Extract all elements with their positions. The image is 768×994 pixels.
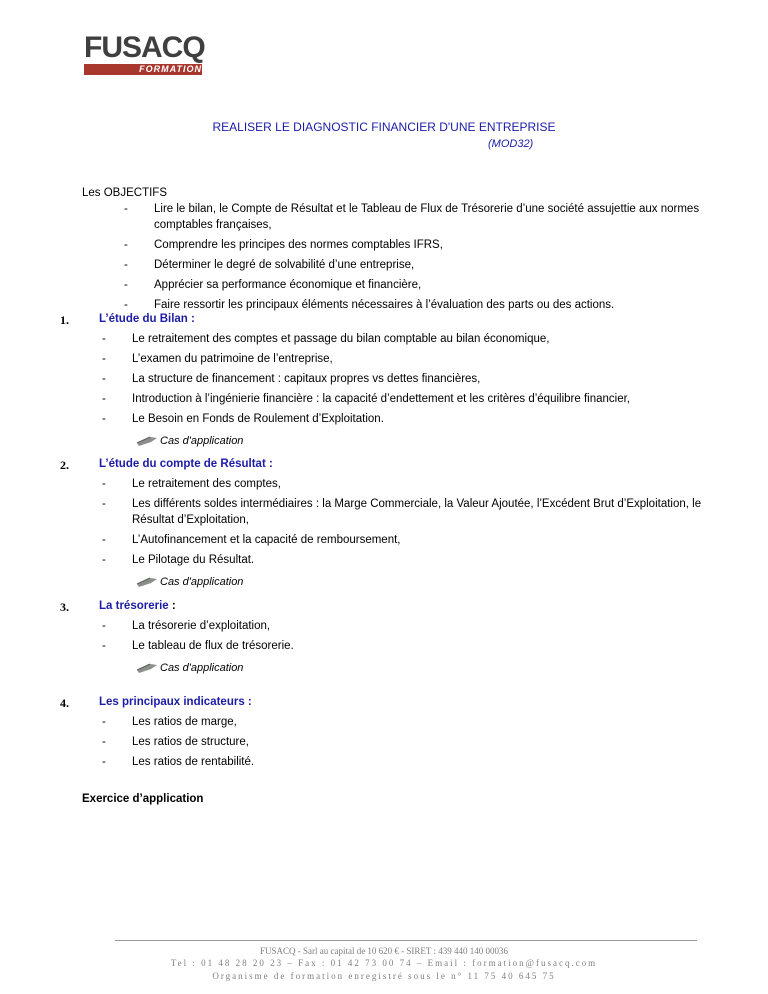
objectives-block: [82, 185, 702, 317]
section-title: L’étude du Bilan :: [99, 313, 195, 325]
list-item: - Les ratios de structure,: [102, 736, 249, 748]
footer-divider: [115, 940, 697, 941]
section-list: [60, 714, 710, 770]
section-bilan: [60, 313, 710, 449]
section-number: 4.: [60, 696, 69, 710]
section-title: La trésorerie :: [99, 600, 176, 612]
section-list: [60, 476, 710, 568]
section-number: 2.: [60, 458, 69, 472]
list-item: - La trésorerie d’exploitation,: [102, 620, 271, 632]
list-item: - Lire le bilan, le Compte de Résultat et le Tableau de Flux de Trésorerie d’une société assujettie aux normes comptables françaises,: [124, 203, 700, 231]
section-title: Les principaux indicateurs :: [99, 696, 252, 708]
document-title: REALISER LE DIAGNOSTIC FINANCIER D'UNE ENTREPRISE: [212, 120, 556, 134]
section-number: 3.: [60, 600, 69, 614]
case-study-note: Cas d'application: [136, 574, 710, 590]
section-indicateurs: [60, 696, 710, 774]
section-list: [60, 331, 710, 427]
company-logo: [84, 32, 204, 76]
list-item: - Le retraitement des comptes,: [102, 478, 281, 490]
list-item: - Déterminer le degré de solvabilité d’une entreprise,: [124, 259, 415, 271]
logo-wordmark: FUSACQ: [84, 31, 205, 64]
list-item: - Les ratios de rentabilité.: [102, 756, 255, 768]
objectives-list: [82, 201, 702, 313]
footer-company-info: FUSACQ - Sarl au capital de 10 620 € - SIRET : 439 440 140 00036: [259, 946, 509, 956]
list-item: - Apprécier sa performance économique et financière,: [124, 279, 422, 291]
list-item: - Comprendre les principes des normes comptables IFRS,: [124, 239, 443, 251]
list-item: - L’examen du patrimoine de l’entreprise,: [102, 353, 333, 365]
section-number: 1.: [60, 313, 69, 327]
footer-contact: Tel : 01 48 28 20 23 – Fax : 01 42 73 00 74 – Email : formation@fusacq.com: [170, 958, 598, 968]
footer-registration: Organisme de formation enregistré sous le n° 11 75 40 645 75: [212, 971, 556, 981]
objectives-heading: Les OBJECTIFS: [82, 187, 167, 199]
case-study-note: Cas d'application: [136, 660, 710, 676]
logo-subtitle: FORMATION: [139, 64, 202, 74]
exercise-heading: Exercice d’application: [82, 793, 204, 805]
section-compte-resultat: [60, 458, 710, 590]
list-item: - La structure de financement : capitaux propres vs dettes financières,: [102, 373, 481, 385]
pen-icon: [136, 576, 158, 588]
list-item: - Le tableau de flux de trésorerie.: [102, 640, 294, 652]
list-item: - L’Autofinancement et la capacité de remboursement,: [102, 534, 401, 546]
list-item: - Les ratios de marge,: [102, 716, 237, 728]
pen-icon: [136, 662, 158, 674]
list-item: - Le Pilotage du Résultat.: [102, 554, 255, 566]
document-code: (MOD32): [488, 138, 534, 150]
list-item: - Les différents soldes intermédiaires : la Marge Commerciale, la Valeur Ajoutée, l’Excédent Brut d’Exploitation, le Résultat d’Exploitation,: [102, 498, 702, 526]
pen-icon: [136, 435, 158, 447]
section-title: L’étude du compte de Résultat :: [99, 458, 273, 470]
list-item: - Introduction à l’ingénierie financière : la capacité d’endettement et les critères d’équilibre financier,: [102, 393, 630, 405]
case-study-note: Cas d'application: [136, 433, 710, 449]
list-item: - Le retraitement des comptes et passage du bilan comptable au bilan économique,: [102, 333, 550, 345]
section-list: [60, 618, 710, 654]
list-item: - Le Besoin en Fonds de Roulement d’Exploitation.: [102, 413, 384, 425]
list-item: - Faire ressortir les principaux éléments nécessaires à l’évaluation des parts ou des actions.: [124, 299, 615, 311]
section-tresorerie: [60, 600, 710, 676]
